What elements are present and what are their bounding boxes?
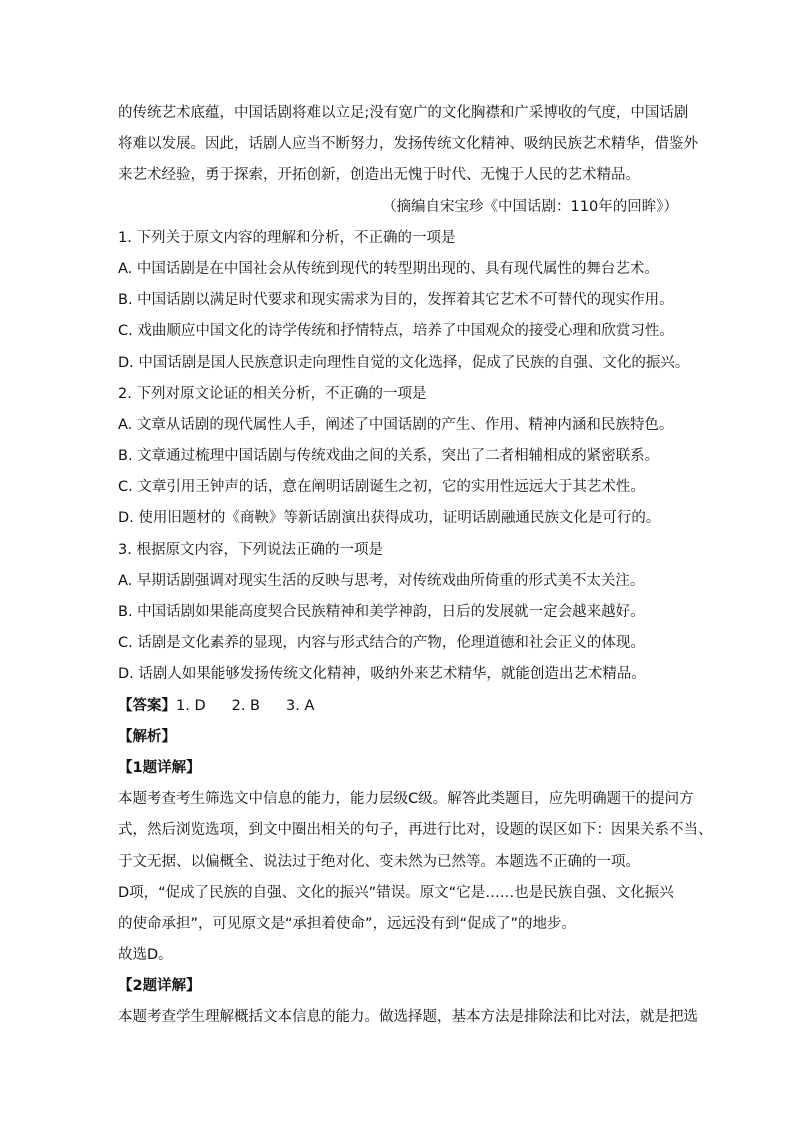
option-b: B. 中国话剧如果能高度契合民族精神和美学神韵，日后的发展就一定会越来越好。: [118, 604, 645, 620]
option-d: D. 话剧人如果能够发扬传统文化精神，吸纳外来艺术精华，就能创造出艺术精品。: [118, 666, 646, 683]
passage-line: 的传统艺术底蕴，中国话剧将难以立足;没有宽广的文化胸襟和广采博收的气度，中国话剧: [118, 105, 689, 121]
passage-line: 来艺术经验，勇于探索，开拓创新，创造出无愧于时代、无愧于人民的艺术精品。: [118, 167, 640, 184]
detail-heading: 【2题详解】: [118, 978, 201, 995]
source-citation: （摘编自宋宝珍《中国话剧：110年的回眸》）: [382, 198, 678, 215]
option-c: C. 文章引用王钟声的话，意在阐明话剧诞生之初，它的实用性远远大于其艺术性。: [118, 479, 645, 496]
answer-label: 【答案】: [118, 697, 176, 714]
option-a: A. 中国话剧是在中国社会从传统到现代的转型期出现的、具有现代属性的舞台艺术。: [118, 260, 659, 277]
question-stem: 3. 根据原文内容，下列说法正确的一项是: [118, 541, 383, 558]
option-c: C. 戏曲顺应中国文化的诗学传统和抒情特点，培养了中国观众的接受心理和欣赏习性。: [118, 323, 674, 340]
option-b: B. 文章通过梳理中国话剧与传统戏曲之间的关系，突出了二者相辅相成的紧密联系。: [118, 448, 660, 465]
detail-line: D项，“促成了民族的自强、文化的振兴”错误。原文“它是……也是民族自强、文化振兴: [118, 884, 674, 901]
analysis-label: 【解析】: [118, 728, 176, 745]
option-d: D. 使用旧题材的《商鞅》等新话剧演出获得成功，证明话剧融通民族文化是可行的。: [118, 510, 661, 527]
document-page: [118, 98, 713, 1034]
answer-item: 2. B: [231, 697, 261, 714]
answer-item: 3. A: [286, 697, 315, 714]
option-b: B. 中国话剧以满足时代要求和现实需求为目的，发挥着其它艺术不可替代的现实作用。: [118, 292, 674, 309]
answer-line: [118, 691, 678, 722]
option-d: D. 中国话剧是国人民族意识走向理性自觉的文化选择，促成了民族的自强、文化的振兴。: [118, 354, 690, 371]
question-stem: 2. 下列对原文论证的相关分析，不正确的一项是: [118, 385, 427, 402]
option-a: A. 早期话剧强调对现实生活的反映与思考，对传统戏曲所倚重的形式美不太关注。: [118, 572, 645, 589]
question-stem: 1. 下列关于原文内容的理解和分析，不正确的一项是: [118, 229, 456, 246]
detail-line: 式，然后浏览选项，到文中圈出相关的句子，再进行比对，设题的误区如下：因果关系不当、: [118, 822, 713, 839]
detail-line: 于文无据、以偏概全、说法过于绝对化、变未然为已然等。本题选不正确的一项。: [118, 853, 640, 870]
option-c: C. 话剧是文化素养的显现，内容与形式结合的产物，伦理道德和社会正义的体现。: [118, 635, 645, 652]
detail-heading: 【1题详解】: [118, 759, 201, 776]
detail-line: 故选D。: [118, 947, 173, 964]
option-a: A. 文章从话剧的现代属性人手，阐述了中国话剧的产生、作用、精神内涵和民族特色。: [118, 416, 674, 433]
answer-item: 1. D: [176, 697, 206, 714]
detail-line: 的使命承担”，可见原文是“承担着使命”，远远没有到“促成了”的地步。: [118, 915, 577, 932]
detail-line: 本题考查考生筛选文中信息的能力，能力层级C级。解答此类题目，应先明确题干的提问方: [118, 791, 694, 808]
passage-line: 将难以发展。因此，话剧人应当不断努力，发扬传统文化精神、吸纳民族艺术精华，借鉴外: [118, 136, 698, 153]
detail-line: 本题考查学生理解概括文本信息的能力。做选择题，基本方法是排除法和比对法，就是把选: [118, 1009, 698, 1026]
